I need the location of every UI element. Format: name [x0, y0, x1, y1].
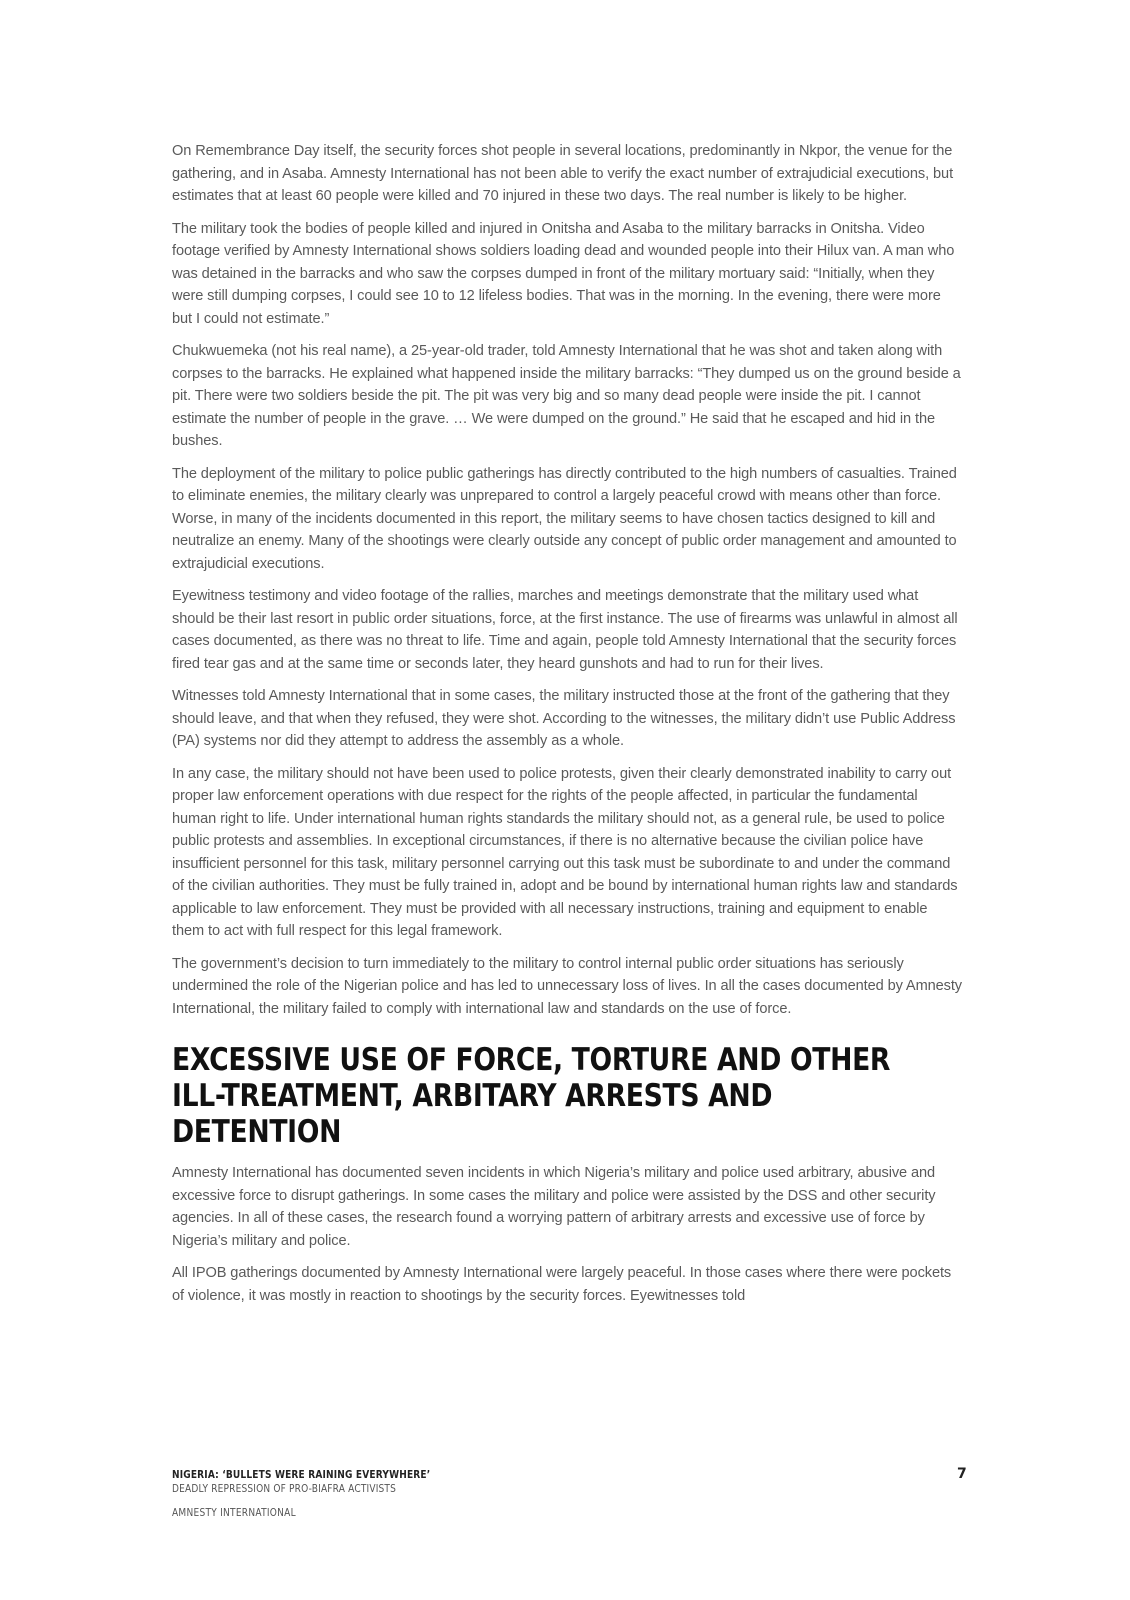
- paragraph: Amnesty International has documented seven incidents in which Nigeria’s military and police used arbitrary, abusive and excessive force to disrupt gatherings. In some cases the military and police were assisted by the DSS and other security agencies. In all of these cases, the research found a worrying pattern of arbitrary arrests and excessive use of force by Nigeria’s military and police.: [172, 1165, 936, 1249]
- paragraph: The deployment of the military to police public gatherings has directly contributed to the high numbers of casualties. Trained to eliminate enemies, the military clearly was unprepared to control a largely peaceful crowd with means other than force. Worse, in many of the incidents documented in this report, the military seems to have chosen tactics designed to kill and neutralize an enemy. Many of the shootings were clearly outside any concept of public order management and amounted to extrajudicial executions.: [172, 465, 957, 572]
- paragraph: Witnesses told Amnesty International that in some cases, the military instructed those at the front of the gathering that they should leave, and that when they refused, they were shot. According to the witnesses, the military didn’t use Public Address (PA) systems nor did they attempt to address the assembly as a whole.: [172, 688, 956, 749]
- paragraph: The military took the bodies of people killed and injured in Onitsha and Asaba to the military barracks in Onitsha. Video footage verified by Amnesty International shows soldiers loading dead and wounded people into their Hilux van. A man who was detained in the barracks and who saw the corpses dumped in front of the military mortuary said: “Initially, when they were still dumping corpses, I could see 10 to 12 lifeless bodies. That was in the morning. In the evening, there were more but I could not estimate.”: [172, 220, 955, 327]
- footer-report-title: NIGERIA: ‘BULLETS WERE RAINING EVERYWHERE’: [172, 1469, 431, 1481]
- section-heading: EXCESSIVE USE OF FORCE, TORTURE AND OTHER ILL-TREATMENT, ARBITARY ARRESTS AND DETENTION: [172, 1042, 891, 1150]
- paragraph: Chukwuemeka (not his real name), a 25-year-old trader, told Amnesty International that he was shot and taken along with corpses to the barracks. He explained what happened inside the military barracks: “They dumped us on the ground beside a pit. There were two soldiers beside the pit. The pit was very big and so many dead people were inside the pit. I cannot estimate the number of people in the grave. … We were dumped on the ground.” He said that he escaped and hid in the bushes.: [172, 343, 961, 449]
- body-text: [172, 140, 962, 1317]
- paragraph: The government’s decision to turn immediately to the military to control internal public order situations has seriously undermined the role of the Nigerian police and has led to unnecessary loss of lives. In all the cases documented by Amnesty International, the military failed to comply with international law and standards on the use of force.: [172, 955, 963, 1017]
- paragraph: In any case, the military should not have been used to police protests, given their clearly demonstrated inability to carry out proper law enforcement operations with due respect for the rights of the people affected, in particular the fundamental human right to life. Under international human rights standards the military should not, as a general rule, be used to police public protests and assemblies. In exceptional circumstances, if there is no alternative because the civilian police have insufficient personnel for this task, military personnel carrying out this task must be subordinate to and under the command of the civilian authorities. They must be fully trained in, adopt and be bound by international human rights law and standards applicable to law enforcement. They must be provided with all necessary instructions, training and equipment to enable them to act with full respect for this legal framework.: [172, 765, 958, 939]
- page-number: 7: [957, 1466, 967, 1482]
- page-footer: [172, 1468, 972, 1520]
- paragraph: On Remembrance Day itself, the security forces shot people in several locations, predominantly in Nkpor, the venue for the gathering, and in Asaba. Amnesty International has not been able to verify the exact number of extrajudicial executions, but estimates that at least 60 people were killed and 70 injured in these two days. The real number is likely to be higher.: [172, 143, 954, 204]
- paragraph: All IPOB gatherings documented by Amnesty International were largely peaceful. In those cases where there were pockets of violence, it was mostly in reaction to shootings by the security forces. Eyewitnesses told: [172, 1265, 952, 1304]
- footer-report-subtitle: DEADLY REPRESSION OF PRO-BIAFRA ACTIVISTS: [172, 1483, 397, 1495]
- paragraph: Eyewitness testimony and video footage of the rallies, marches and meetings demonstrate that the military used what should be their last resort in public order situations, force, at the first instance. The use of firearms was unlawful in almost all cases documented, as there was no threat to life. Time and again, people told Amnesty International that the security forces fired tear gas and at the same time or seconds later, they heard gunshots and had to run for their lives.: [172, 588, 958, 672]
- footer-organization: AMNESTY INTERNATIONAL: [172, 1507, 296, 1519]
